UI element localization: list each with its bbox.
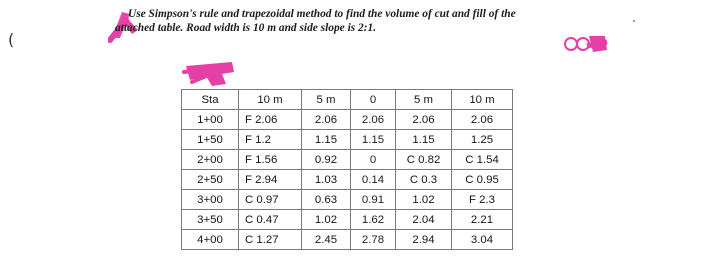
table-cell: 2.21 (452, 210, 513, 230)
table-cell: 0.91 (351, 190, 396, 210)
table-cell: 1.62 (351, 210, 396, 230)
table-cell: 1+50 (182, 130, 239, 150)
table-row (182, 230, 513, 250)
table-cell: C 0.82 (396, 150, 452, 170)
table-cell: C 0.3 (396, 170, 452, 190)
table-cell: C 1.27 (239, 230, 302, 250)
margin-parenthesis: ( (8, 30, 15, 49)
table-cell: C 1.54 (452, 150, 513, 170)
table-cell: 2.06 (452, 110, 513, 130)
table-cell: 1.02 (302, 210, 351, 230)
table-cell: 0.92 (302, 150, 351, 170)
table-row (182, 210, 513, 230)
table-cell: 1.02 (396, 190, 452, 210)
table-cell: 1.15 (351, 130, 396, 150)
header-cell: 10 m (239, 90, 302, 110)
highlighter-scribble-blob (182, 58, 238, 90)
header-cell: 10 m (452, 90, 513, 110)
table-cell: 1.25 (452, 130, 513, 150)
table-cell: 0.14 (351, 170, 396, 190)
table-cell: 2.06 (351, 110, 396, 130)
table-row (182, 190, 513, 210)
header-cell: 0 (351, 90, 396, 110)
table-cell: 3.04 (452, 230, 513, 250)
table-cell: F 2.94 (239, 170, 302, 190)
question-line-2: attached table. Road width is 10 m and side slope is 2:1. (115, 22, 377, 34)
table-cell: 2.06 (396, 110, 452, 130)
table-cell: 2.06 (302, 110, 351, 130)
table-cell: C 0.97 (239, 190, 302, 210)
header-cell: Sta (182, 90, 239, 110)
table-cell: 0.63 (302, 190, 351, 210)
table-cell: 1.15 (302, 130, 351, 150)
table-cell: 2.04 (396, 210, 452, 230)
table-row (182, 130, 513, 150)
table-cell: 1.03 (302, 170, 351, 190)
question-line-1: Use Simpson's rule and trapezoidal method to find the volume of cut and fill of the (128, 8, 516, 20)
table-cell: 0 (351, 150, 396, 170)
station-offset-table (181, 89, 513, 250)
table-cell: C 0.95 (452, 170, 513, 190)
table-cell: 1.15 (396, 130, 452, 150)
header-row (182, 90, 513, 110)
header-cell: 5 m (396, 90, 452, 110)
table-cell: F 2.3 (452, 190, 513, 210)
table-cell: C 0.47 (239, 210, 302, 230)
table-cell: 2.45 (302, 230, 351, 250)
header-cell: 5 m (302, 90, 351, 110)
table-cell: F 2.06 (239, 110, 302, 130)
table-cell: 2.94 (396, 230, 452, 250)
table-cell: 3+50 (182, 210, 239, 230)
table-cell: 2+50 (182, 170, 239, 190)
table-cell: 2.78 (351, 230, 396, 250)
table-row (182, 110, 513, 130)
highlighter-scribble-oval (563, 32, 609, 54)
table-cell: 1+00 (182, 110, 239, 130)
table-row (182, 150, 513, 170)
table-cell: 3+00 (182, 190, 239, 210)
table-cell: F 1.56 (239, 150, 302, 170)
stray-dot (633, 20, 635, 22)
table-row (182, 170, 513, 190)
question-text (115, 6, 516, 34)
table-cell: 2+00 (182, 150, 239, 170)
table-cell: 4+00 (182, 230, 239, 250)
table-cell: F 1.2 (239, 130, 302, 150)
